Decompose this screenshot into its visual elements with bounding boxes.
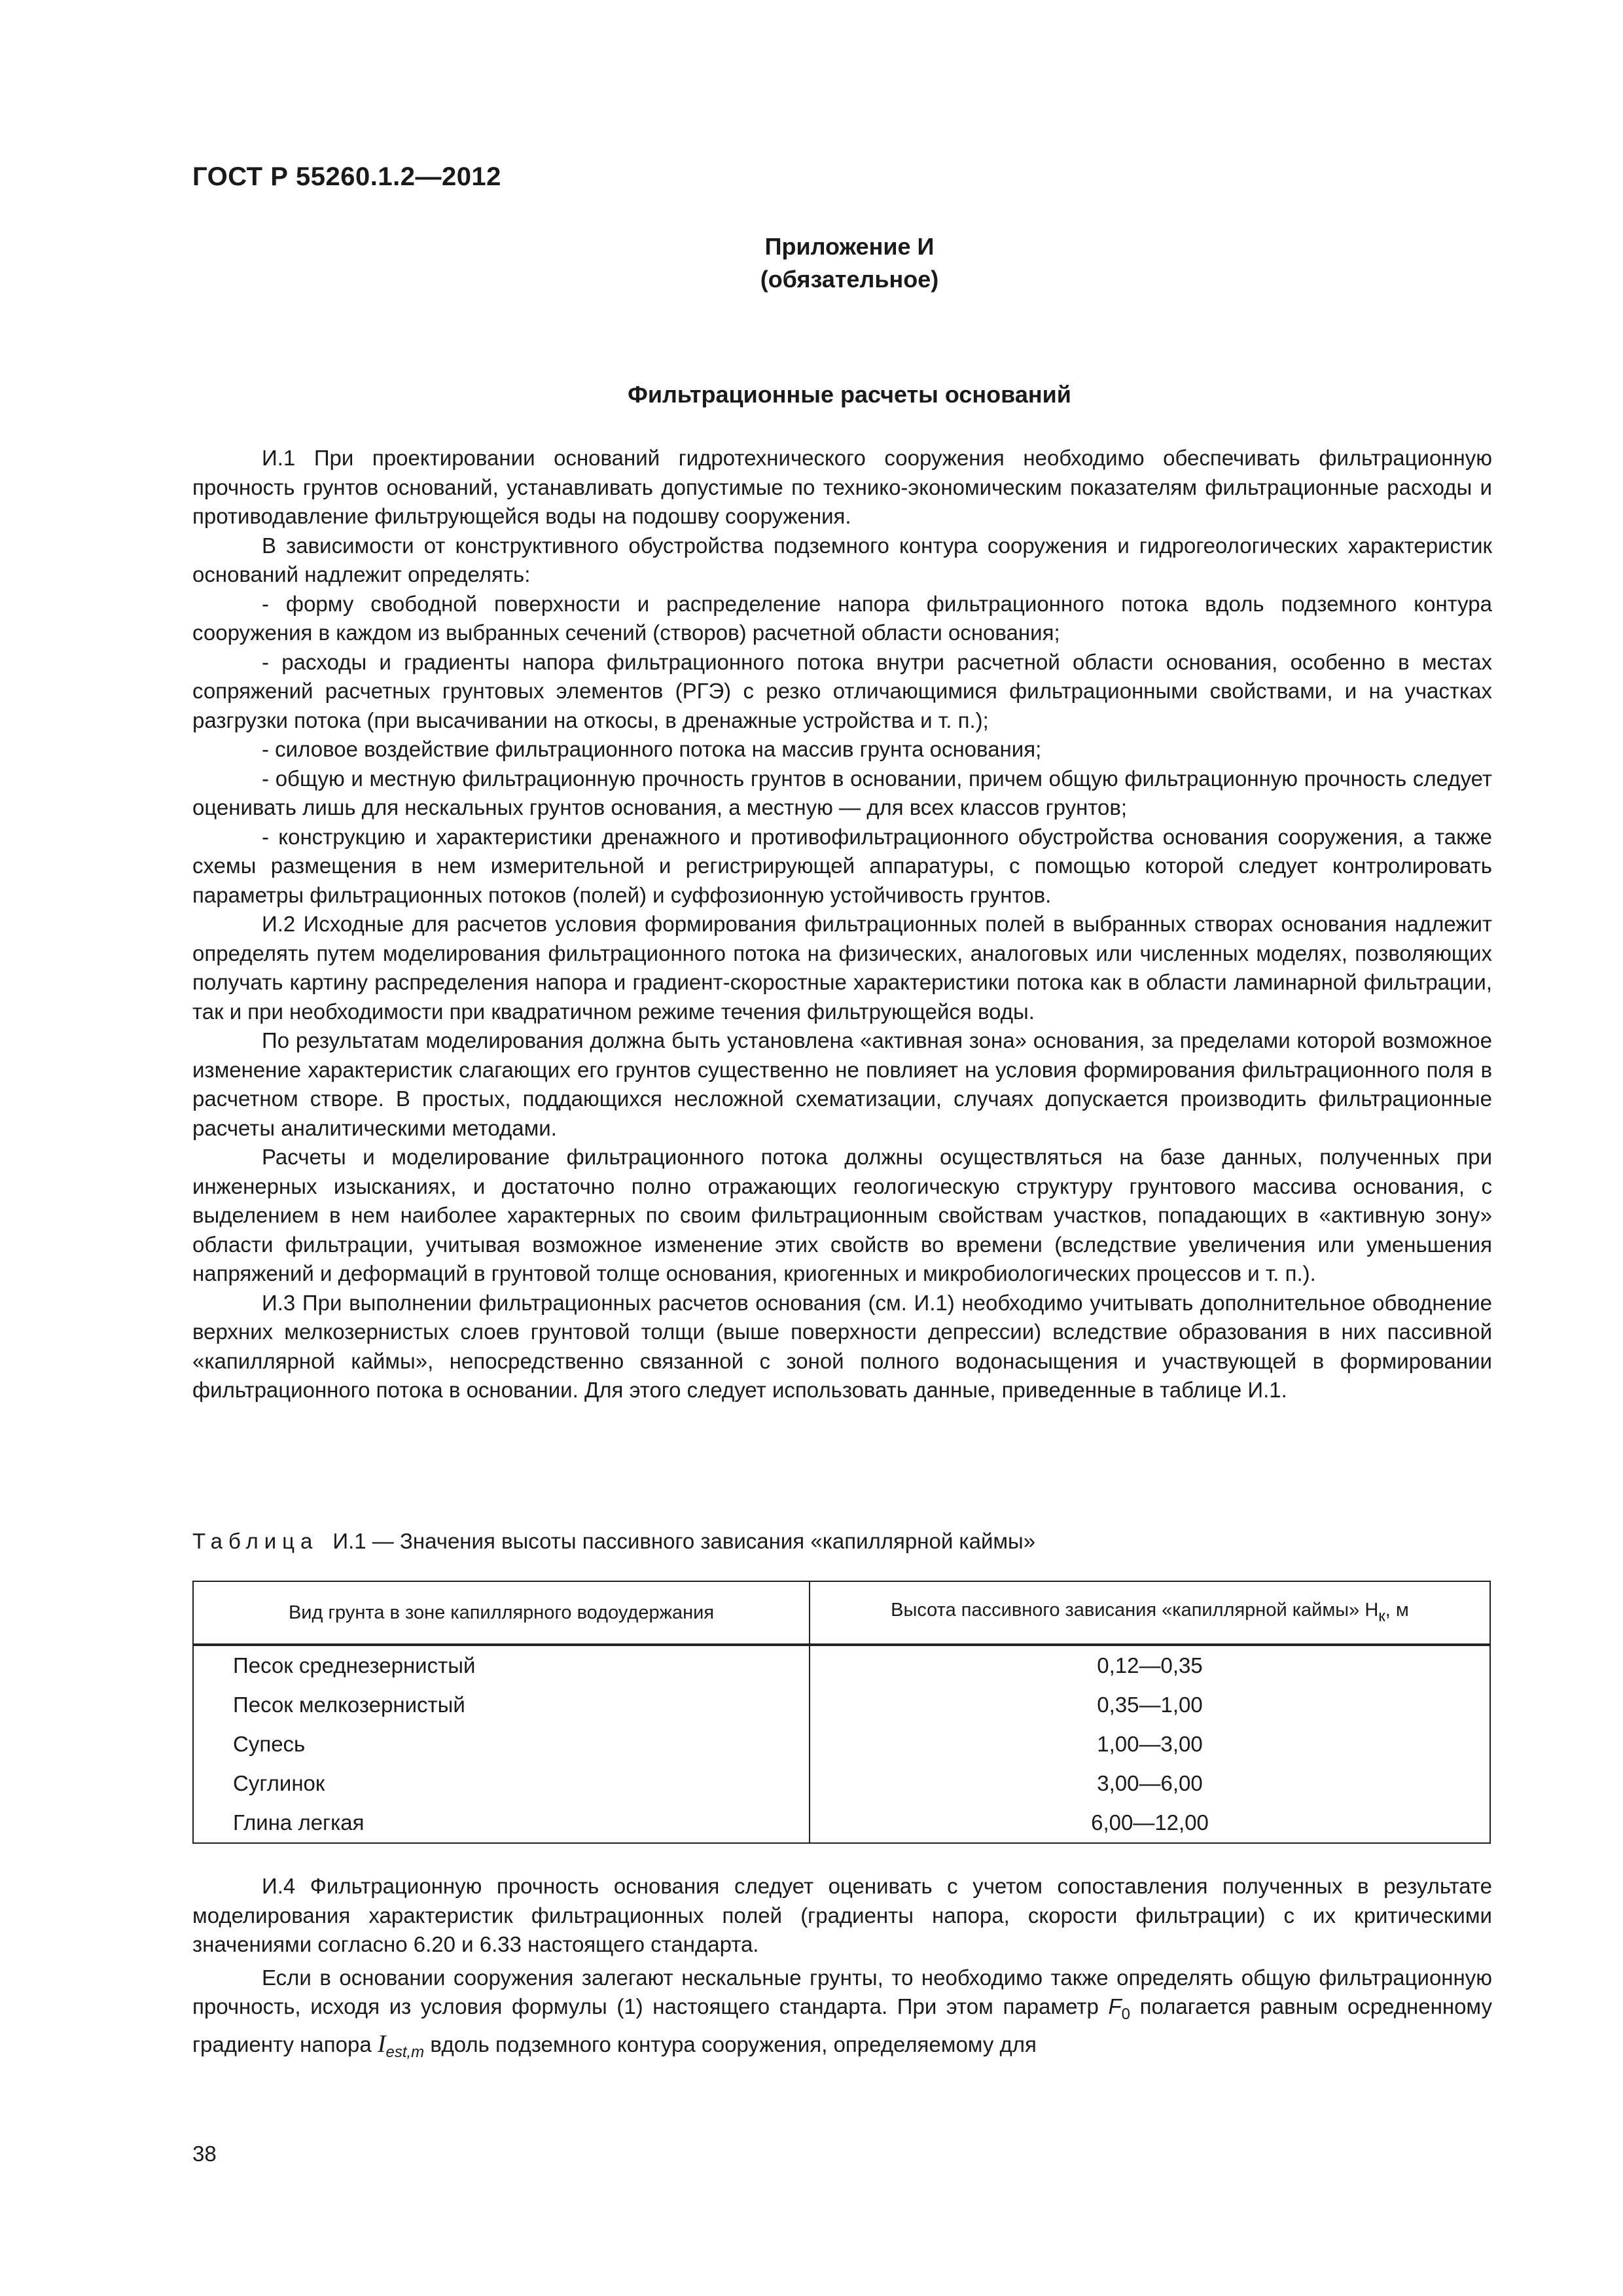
paragraph: И.1 При проектировании оснований гидротехнического сооружения необходимо обеспечивать фильтрационную прочность грунтов оснований, устанавливать допустимые по технико-экономическим показателям фильтрационные расходы и противодавление фильтрующейся воды на подошву сооружения. — [192, 446, 1492, 528]
table-caption — [192, 1527, 1492, 1556]
table-header-height — [810, 1581, 1490, 1645]
table-header-soil-type: Вид грунта в зоне капиллярного водоудержания — [193, 1581, 810, 1645]
symbol-f-subscript: 0 — [1121, 2005, 1130, 2023]
table-cell-soil: Глина легкая — [193, 1803, 810, 1843]
list-item: - расходы и градиенты напора фильтрационного потока внутри расчетной области основания, особенно в местах сопряжений расчетных грунтовых элементов (РГЭ) с резко отличающимися фильтрационными свойствами, и на участках разгрузки потока (при высачивании на откосы, в дренажные устройства и т. п.); — [192, 649, 1492, 732]
symbol-i: I — [377, 2030, 386, 2058]
table-row — [193, 1645, 1490, 1685]
table-row — [193, 1803, 1490, 1843]
paragraph-part: Если в основании сооружения залегают нескальные грунты, то необходимо также определять общую фильтрационную прочность, исходя из условия формулы (1) настоящего стандарта. При этом параметр — [192, 1965, 1492, 2018]
document-header-code: ГОСТ Р 55260.1.2—2012 — [192, 162, 501, 191]
table-row — [193, 1725, 1490, 1764]
capillary-fringe-table — [192, 1581, 1491, 1844]
header-height-text: Высота пассивного зависания «капиллярной каймы» H — [891, 1600, 1379, 1621]
symbol-f: F — [1108, 1994, 1122, 2018]
table-cell-soil: Песок мелкозернистый — [193, 1685, 810, 1725]
list-item: - общую и местную фильтрационную прочность грунтов в основании, причем общую фильтрационную прочность следует оценивать лишь для нескальных грунтов основания, а местную — для всех классов грунтов; — [192, 766, 1492, 819]
table-caption-text: И.1 — Значения высоты пассивного зависания «капиллярной каймы» — [332, 1529, 1036, 1553]
page-number: 38 — [192, 2142, 217, 2166]
body-text-top — [192, 444, 1492, 1405]
paragraph: В зависимости от конструктивного обустройства подземного контура сооружения и гидрогеологических характеристик оснований надлежит определять: — [192, 533, 1492, 586]
list-item: - силовое воздействие фильтрационного потока на массив грунта основания; — [262, 737, 1042, 761]
paragraph-part: вдоль подземного контура сооружения, определяемому для — [424, 2032, 1037, 2056]
header-height-subscript: к — [1378, 1607, 1385, 1625]
header-height-unit: , м — [1385, 1600, 1409, 1621]
paragraph: И.3 При выполнении фильтрационных расчетов основания (см. И.1) необходимо учитывать дополнительное обводнение верхних мелкозернистых слоев грунтовой толщи (выше поверхности депрессии) вследствие образования в них пассивной «капиллярной каймы», непосредственно связанной с зоной полного водонасыщения и участвующей в формировании фильтрационного потока в основании. Для этого следует использовать данные, приведенные в таблице И.1. — [192, 1290, 1492, 1402]
paragraph: Расчеты и моделирование фильтрационного потока должны осуществляться на базе данных, полученных при инженерных изысканиях, и достаточно полно отражающих геологическую структуру грунтового массива основания, с выделением в нем наиболее характерных по своим фильтрационным свойствам участков, попадающих в «активную зону» области фильтрации, учитывая возможное изменение этих свойств во времени (вследствие увеличения или уменьшения напряжений и деформаций в грунтовой толще основания, криогенных и микробиологических процессов и т. п.). — [192, 1145, 1492, 1285]
paragraph — [192, 1964, 1492, 2068]
table-cell-soil: Суглинок — [193, 1764, 810, 1803]
section-title-text: Фильтрационные расчеты оснований — [628, 381, 1071, 408]
table-cell-height: 0,35—1,00 — [810, 1685, 1490, 1725]
table-row — [193, 1685, 1490, 1725]
table-cell-soil: Супесь — [193, 1725, 810, 1764]
paragraph-part: полагается равным осредненному градиенту напора — [192, 1994, 1492, 2056]
paragraph: По результатам моделирования должна быть установлена «активная зона» основания, за пределами которой возможное изменение характеристик слагающих его грунтов существенно не повлияет на условия формирования фильтрационного поля в расчетном створе. В простых, поддающихся несложной схематизации, случаях допускается производить фильтрационные расчеты аналитическими методами. — [192, 1028, 1492, 1140]
list-item: - форму свободной поверхности и распределение напора фильтрационного потока вдоль подземного контура сооружения в каждом из выбранных сечений (створов) расчетной области основания; — [192, 591, 1492, 645]
appendix-status: (обязательное) — [760, 266, 939, 293]
paragraph: И.4 Фильтрационную прочность основания следует оценивать с учетом сопоставления полученных в результате моделирования характеристик фильтрационных полей (градиенты напора, скорости фильтрации) с их критическими значениями согласно 6.20 и 6.33 настоящего стандарта. — [192, 1874, 1492, 1956]
body-text-bottom — [192, 1872, 1492, 2067]
section-title — [0, 381, 1623, 408]
table-row — [193, 1764, 1490, 1803]
table-header-row — [193, 1581, 1490, 1645]
list-item: - конструкцию и характеристики дренажного и противофильтрационного обустройства основания сооружения, а также схемы размещения в нем измерительной и регистрирующей аппаратуры, с помощью которой следует контролировать параметры фильтрационных потоков (полей) и суффозионную устойчивость грунтов. — [192, 824, 1492, 907]
table-cell-soil: Песок среднезернистый — [193, 1645, 810, 1685]
table-cell-height: 6,00—12,00 — [810, 1803, 1490, 1843]
symbol-i-subscript: est,m — [385, 2043, 425, 2061]
table-cell-height: 3,00—6,00 — [810, 1764, 1490, 1803]
table-cell-height: 0,12—0,35 — [810, 1645, 1490, 1685]
appendix-title: Приложение И — [764, 233, 935, 260]
appendix-heading — [0, 230, 1623, 296]
table-caption-label: Таблица — [192, 1529, 319, 1553]
paragraph: И.2 Исходные для расчетов условия формирования фильтрационных полей в выбранных створах основания надлежит определять путем моделирования фильтрационного потока на физических, аналоговых или численных моделях, позволяющих получать картину распределения напора и градиент-скоростные характеристики потока как в области ламинарной фильтрации, так и при необходимости при квадратичном режиме течения фильтрующейся воды. — [192, 912, 1492, 1024]
table-cell-height: 1,00—3,00 — [810, 1725, 1490, 1764]
